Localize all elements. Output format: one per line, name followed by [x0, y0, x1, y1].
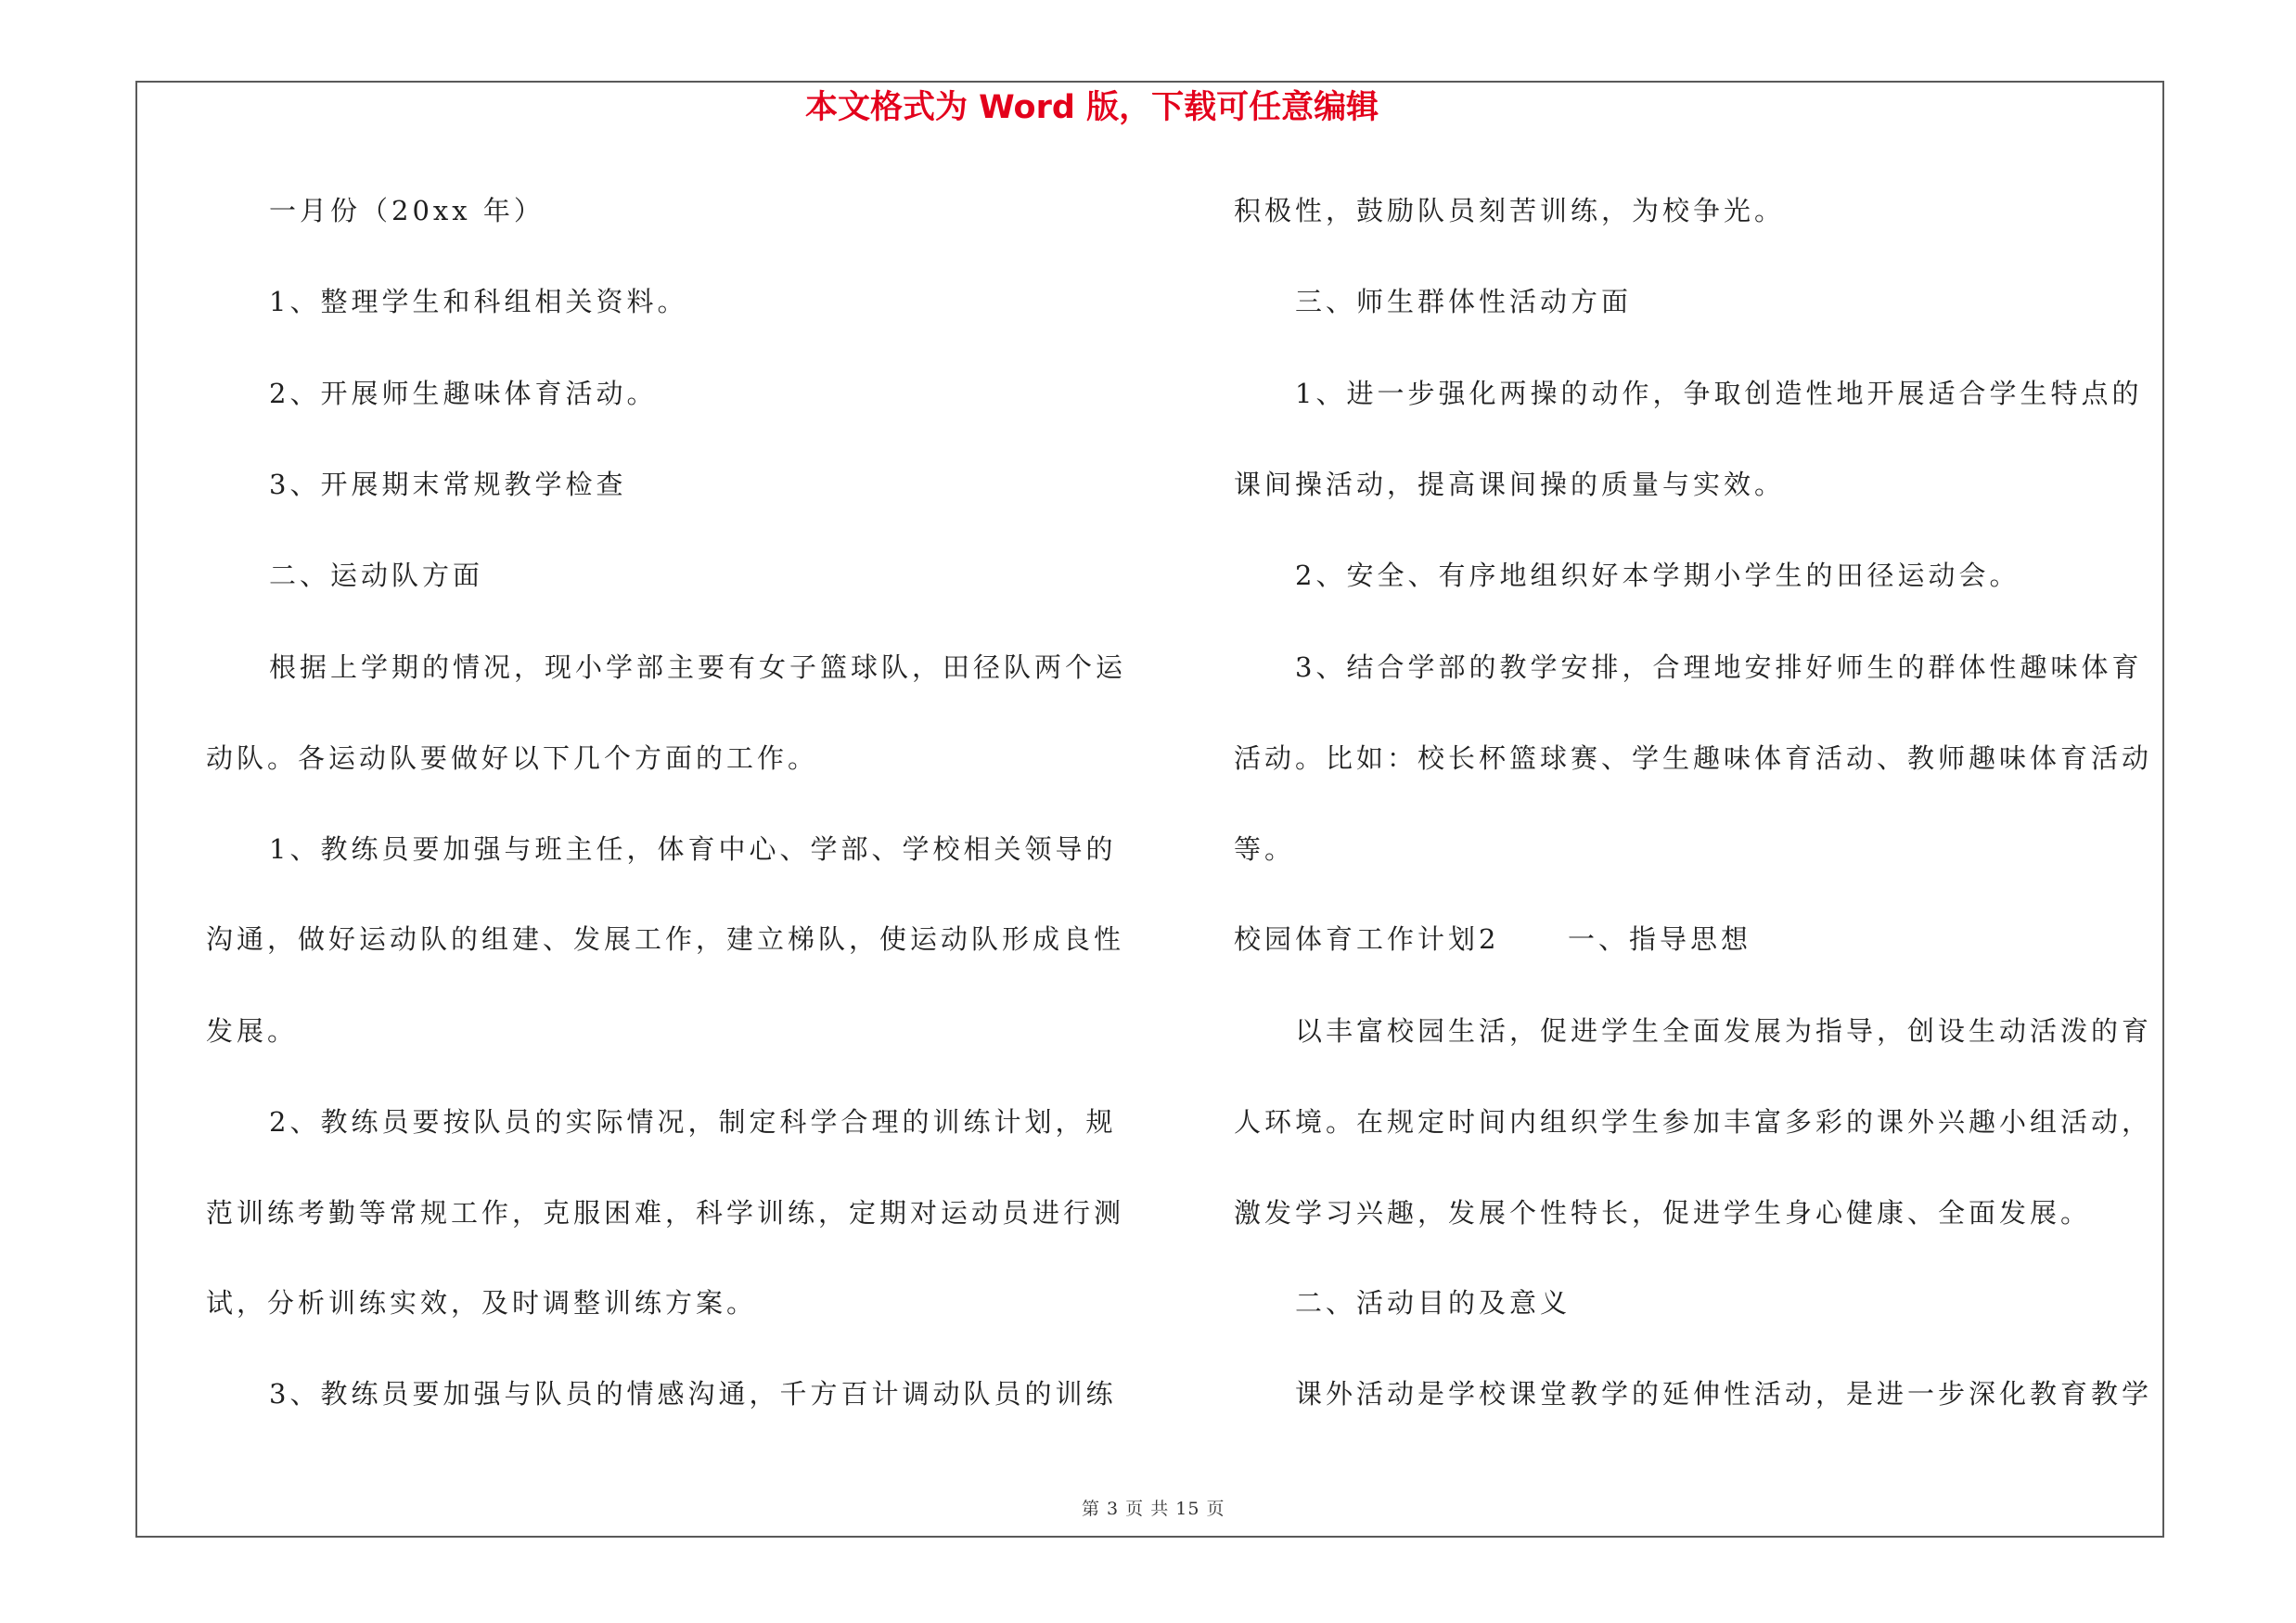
paragraph-line: 课外活动是学校课堂教学的延伸性活动，是进一步深化教育教学	[1295, 1378, 2153, 1410]
paragraph-line: 范训练考勤等常规工作，克服困难，科学训练，定期对运动员进行测	[206, 1197, 1125, 1229]
paragraph-line: 以丰富校园生活，促进学生全面发展为指导，创设生动活泼的育	[1295, 1015, 2153, 1047]
section-heading: 一、指导思想	[1568, 923, 1752, 955]
list-item: 2、开展师生趣味体育活动。	[269, 378, 658, 409]
paragraph-line: 1、教练员要加强与班主任，体育中心、学部、学校相关领导的	[269, 833, 1117, 865]
format-notice: 本文格式为 Word 版，下载可任意编辑	[805, 89, 1379, 126]
paragraph-line: 1、进一步强化两操的动作，争取创造性地开展适合学生特点的	[1295, 378, 2143, 409]
paragraph-line: 3、结合学部的教学安排，合理地安排好师生的群体性趣味体育	[1295, 651, 2143, 683]
paragraph-line: 发展。	[206, 1015, 299, 1047]
paragraph-line: 2、教练员要按队员的实际情况，制定科学合理的训练计划，规	[269, 1106, 1117, 1138]
paragraph-line: 试，分析训练实效，及时调整训练方案。	[206, 1287, 758, 1319]
document-title: 校园体育工作计划2	[1234, 923, 1500, 955]
paragraph-line: 动队。各运动队要做好以下几个方面的工作。	[206, 742, 819, 774]
month-heading: 一月份（20xx 年）	[269, 195, 545, 226]
paragraph-line: 课间操活动，提高课间操的质量与实效。	[1234, 469, 1786, 500]
paragraph-line: 积极性，鼓励队员刻苦训练，为校争光。	[1234, 195, 1786, 226]
paragraph-line: 沟通，做好运动队的组建、发展工作，建立梯队，使运动队形成良性	[206, 923, 1125, 955]
paragraph-line: 激发学习兴趣，发展个性特长，促进学生身心健康、全面发展。	[1234, 1197, 2092, 1229]
list-item: 1、整理学生和科组相关资料。	[269, 286, 688, 317]
paragraph-line: 3、教练员要加强与队员的情感沟通，千方百计调动队员的训练	[269, 1378, 1117, 1410]
paragraph-line: 等。	[1234, 833, 1296, 865]
section-heading: 三、师生群体性活动方面	[1295, 286, 1633, 317]
section-heading: 二、运动队方面	[269, 560, 484, 591]
section-heading: 二、活动目的及意义	[1295, 1287, 1571, 1319]
page-number: 第 3 页 共 15 页	[1082, 1499, 1225, 1519]
list-item: 3、开展期末常规教学检查	[269, 469, 627, 500]
paragraph-line: 人环境。在规定时间内组织学生参加丰富多彩的课外兴趣小组活动，	[1234, 1106, 2153, 1138]
paragraph-line: 活动。比如：校长杯篮球赛、学生趣味体育活动、教师趣味体育活动	[1234, 742, 2153, 774]
paragraph-line: 根据上学期的情况，现小学部主要有女子篮球队，田径队两个运	[269, 651, 1127, 683]
paragraph-line: 2、安全、有序地组织好本学期小学生的田径运动会。	[1295, 560, 2020, 591]
